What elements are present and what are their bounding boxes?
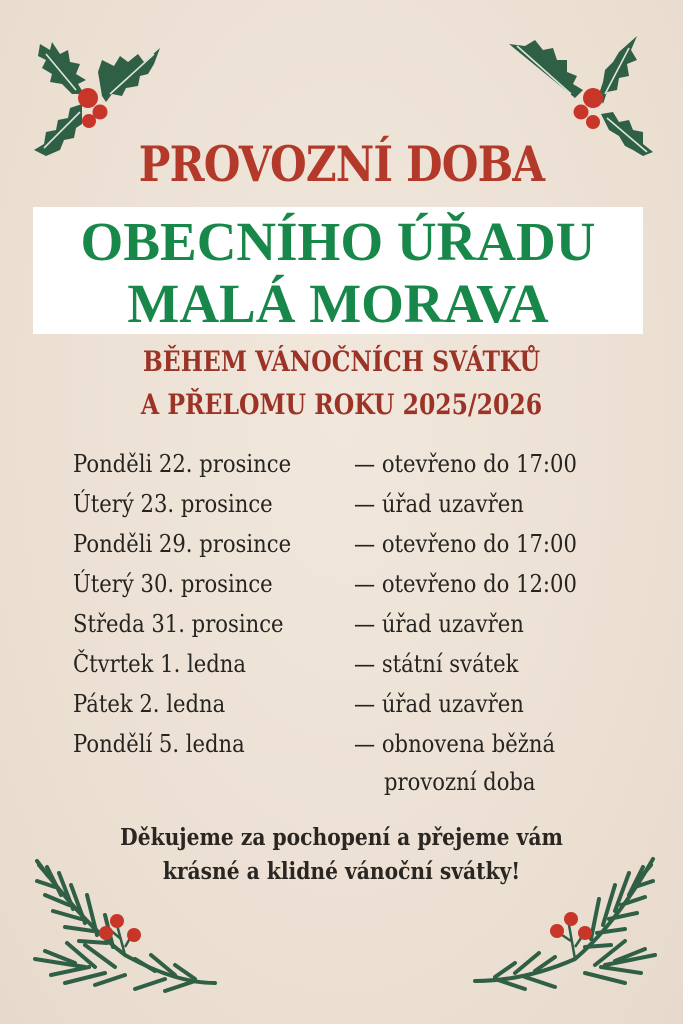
schedule-row — [73, 610, 653, 650]
schedule-row — [73, 650, 653, 690]
subtitle-line1: BĚHEM VÁNOČNÍCH SVÁTKŮ — [142, 345, 541, 378]
schedule-day: Pátek 2. ledna — [73, 690, 226, 718]
schedule-day: Pondělí 5. ledna — [73, 730, 245, 758]
org-name-line2: MALÁ MORAVA — [127, 273, 549, 334]
org-name-line1: OBECNÍHO ÚŘADU — [80, 211, 596, 272]
schedule-day: Čtvrtek 1. ledna — [73, 650, 247, 678]
schedule-status: — úřad uzavřen — [354, 690, 524, 718]
schedule-row — [73, 690, 653, 730]
schedule-day: Ponděli 29. prosince — [73, 530, 292, 558]
schedule-row — [73, 570, 653, 610]
subtitle-line2: A PŘELOMU ROKU 2025/2026 — [140, 388, 543, 421]
schedule-status-continued: provozní doba — [384, 768, 536, 796]
schedule-status: — otevřeno do 12:00 — [354, 570, 577, 598]
schedule-day: Úterý 30. prosince — [73, 570, 273, 598]
pine-branch-icon — [465, 855, 665, 995]
page-title: PROVOZNÍ DOBA — [138, 135, 545, 193]
schedule-status: — otevřeno do 17:00 — [354, 530, 577, 558]
schedule-status: — státní svátek — [354, 650, 519, 678]
schedule-status: — otevřeno do 17:00 — [354, 450, 577, 478]
footer-message-line1: Děkujeme za pochopení a přejeme vám — [120, 824, 563, 851]
schedule-row — [73, 530, 653, 570]
schedule-status: — obnovena běžná — [354, 730, 556, 758]
schedule-status: — úřad uzavřen — [354, 610, 524, 638]
schedule-status: — úřad uzavřen — [354, 490, 524, 518]
pine-branch-icon — [25, 855, 225, 995]
schedule-row — [73, 730, 653, 810]
schedule-day: Středa 31. prosince — [73, 610, 284, 638]
footer-message-line2: krásné a klidné vánoční svátky! — [162, 858, 521, 885]
schedule-day: Ponděli 22. prosince — [73, 450, 292, 478]
schedule-row — [73, 450, 653, 490]
schedule-day: Úterý 23. prosince — [73, 490, 273, 518]
schedule-row — [73, 490, 653, 530]
schedule-list — [73, 450, 653, 810]
